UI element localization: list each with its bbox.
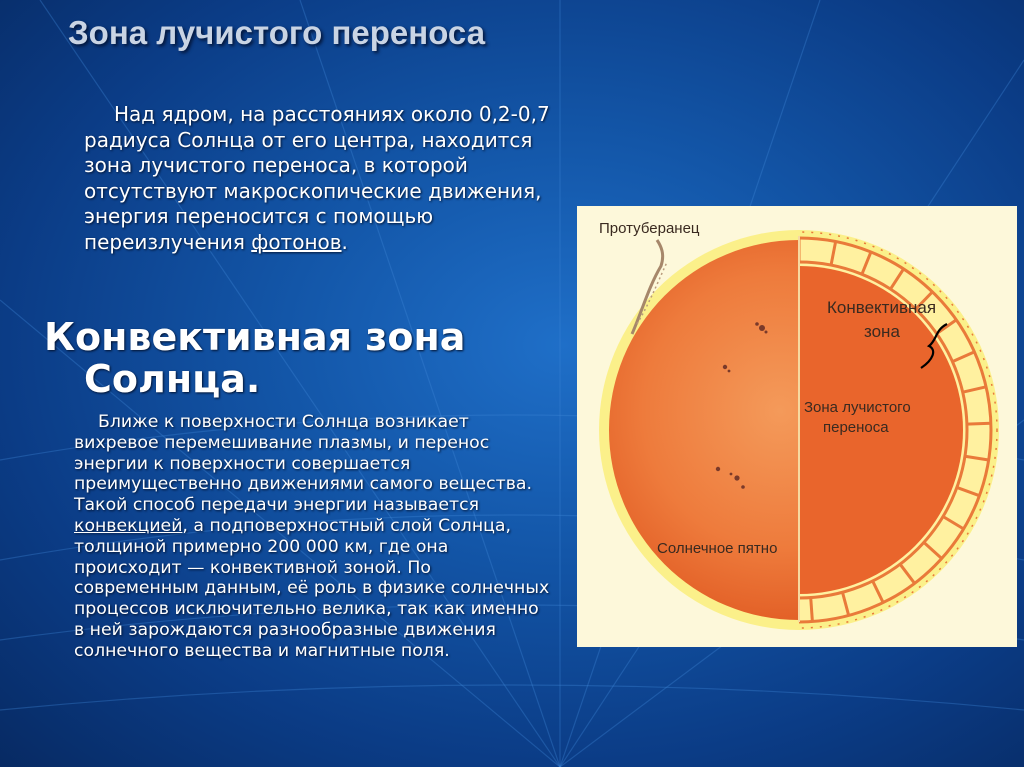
convective-zone-text: Ближе к поверхности Солнца возникает вихревое перемешивание плазмы, и перенос энергии к поверхности совершается преимущественно движениями самого вещества. Такой способ передачи энергии называется <box>74 412 533 516</box>
convective-zone-heading-line2: Солнца. <box>84 357 261 401</box>
page-title: Зона лучистого переноса <box>68 14 486 51</box>
sunspot-label: Солнечное пятно <box>657 540 778 557</box>
convective-zone-label-2: зона <box>864 322 900 341</box>
photons-link[interactable]: фотонов <box>251 229 342 254</box>
convection-link[interactable]: конвекцией <box>74 515 183 536</box>
convection-cell-divider <box>967 423 991 424</box>
sun-diagram <box>577 206 1017 647</box>
convective-zone-heading-line1: Конвективная зона <box>44 315 466 359</box>
radiative-zone-text-end: . <box>341 229 348 254</box>
convection-cell-divider <box>811 598 813 622</box>
radiative-zone-text: Над ядром, на расстояниях около 0,2-0,7 радиуса Солнца от его центра, находится зона лучистого переноса, в которой отсутствуют макроскопические движения, энергия переносится с помощью переизлучения <box>84 102 550 254</box>
radiative-zone-paragraph <box>84 102 554 255</box>
prominence-label: Протуберанец <box>599 220 700 237</box>
sun-structure-figure <box>577 206 1017 647</box>
convective-zone-paragraph <box>74 412 554 662</box>
convective-zone-heading <box>44 316 474 400</box>
radiative-zone-label-1: Зона лучистого <box>804 399 911 416</box>
convective-zone-label-1: Конвективная <box>827 298 937 317</box>
convective-zone-text-after: , а подповерхностный слой Солнца, толщиной примерно 200 000 км, где она происходит — конвективной зоной. По современным данным, её роль в физике солнечных процессов исключительно велика, так как именно в ней зарождаются разнообразные движения солнечного вещества и магнитные поля. <box>74 515 550 661</box>
radiative-zone-label-2: переноса <box>823 419 889 436</box>
